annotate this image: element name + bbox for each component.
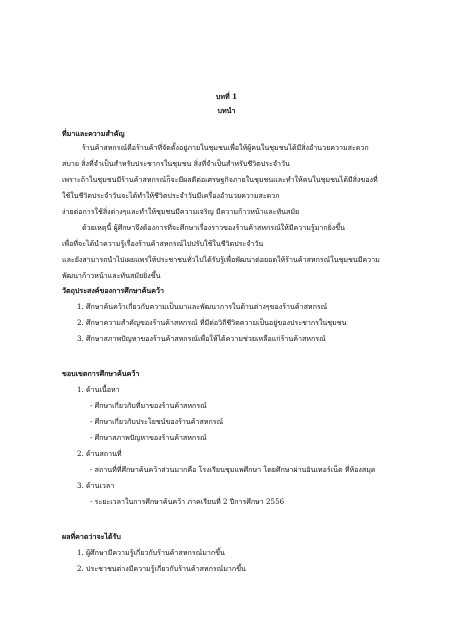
chapter-title: บทนำ <box>217 106 236 115</box>
list-item: - ศึกษาเกี่ยวกับประโยชน์ของร้านค้าสหกรณ์ <box>90 417 224 426</box>
list-item: 2. ด้านสถานที่ <box>77 449 122 458</box>
chapter-number: บทที่ 1 <box>215 92 238 101</box>
list-item: 3. ด้านเวลา <box>77 481 115 490</box>
list-item: 3. ศึกษาสภาพปัญหาของร้านค้าสหกรณ์เพื่อให้ได้ความช่วยเหลือแก่ร้านค้าสหกรณ์ <box>77 334 326 343</box>
paragraph-line: ง่ายต่อการใช้สิ่งต่างๆและทำให้ชุมชนมีความเจริญ มีความก้าวหน้าและทันสมัย <box>62 207 300 216</box>
paragraph-line: เพราะถ้าในชุมชนมีร้านค้าสหกรณ์ก็จะมีผลดีต่อเศรษฐกิจภายในชุมชนและทำให้คนในชุมชนได้มีสิ่งของที่ <box>62 175 378 184</box>
paragraph-line: ใช้ในชีวิตประจำวันจะได้ทำให้ชีวิตประจำวันมีเครื่องอำนวยความสะดวก <box>62 191 280 200</box>
section-heading-objectives: วัตถุประสงค์ของการศึกษาค้นคว้า <box>62 286 164 295</box>
list-item: - สถานที่ที่ศึกษาค้นคว้าส่วนมากคือ โรงเรียนชุมแพศึกษา โดยศึกษาผ่านอินเทอร์เน็ต ที่ห้องสมุด <box>90 465 376 474</box>
section-heading-expected-results: ผลที่คาดว่าจะได้รับ <box>62 532 121 541</box>
list-item: 2. ประชาชนต่างมีความรู้เกี่ยวกับร้านค้าสหกรณ์มากขึ้น <box>77 564 246 573</box>
list-item: 1. ศึกษาค้นคว้าเกี่ยวกับความเป็นมาและพัฒนาการในด้านต่างๆของร้านค้าสหกรณ์ <box>77 302 328 311</box>
paragraph-line: พัฒนาก้าวหน้าและทันสมัยยิ่งขึ้น <box>62 271 161 280</box>
paragraph-line: เพื่อที่จะได้นำความรู้เรื่องร้านค้าสหกรณ์ไปปรับใช้ในชีวิตประจำวัน <box>62 239 264 248</box>
section-heading-scope: ขอบเขตการศึกษาค้นคว้า <box>62 369 140 378</box>
paragraph-line: และยังสามารถนำไปเผยแพร่ให้ประชาชนทั่วไปได้รับรู้เพื่อพัฒนาต่อยอดให้ร้านค้าสหกรณ์ในชุมชนมีความ <box>62 255 380 264</box>
paragraph-line: ด้วยเหตุนี้ ผู้ศึกษาจึงต้องการที่จะศึกษาเรื่องราวของร้านค้าสหกรณ์ให้มีความรู้มากยิ่งขึ้น <box>82 223 345 232</box>
paragraph-line: ร้านค้าสหกรณ์คือร้านค้าที่จัดตั้งอยู่ภายในชุมชนเพื่อให้ผู้คนในชุมชนได้มีสิ่งอำนวยความสะดวก <box>82 143 369 152</box>
section-heading-background: ที่มาและความสำคัญ <box>62 129 125 138</box>
list-item: - ศึกษาเกี่ยวกับที่มาของร้านค้าสหกรณ์ <box>90 401 207 410</box>
list-item: - ศึกษาสภาพปัญหาของร้านค้าสหกรณ์ <box>90 433 207 442</box>
list-item: 1. ผู้ศึกษามีความรู้เกี่ยวกับร้านค้าสหกรณ์มากขึ้น <box>77 548 225 557</box>
list-item: 2. ศึกษาความสำคัญของร้านค้าสหกรณ์ ที่มีต่อวิถีชีวิตความเป็นอยู่ของประชากรในชุมชน <box>77 318 347 327</box>
paragraph-line: สบาย สิ่งที่จำเป็นสำหรับประชากรในชุมชน สิ่งที่จำเป็นสำหรับชีวิตประจำวัน <box>62 159 290 168</box>
list-item: 1. ด้านเนื้อหา <box>77 385 120 394</box>
list-item: - ระยะเวลาในการศึกษาค้นคว้า ภาคเรียนที่ 2 ปีการศึกษา 2556 <box>90 497 285 506</box>
